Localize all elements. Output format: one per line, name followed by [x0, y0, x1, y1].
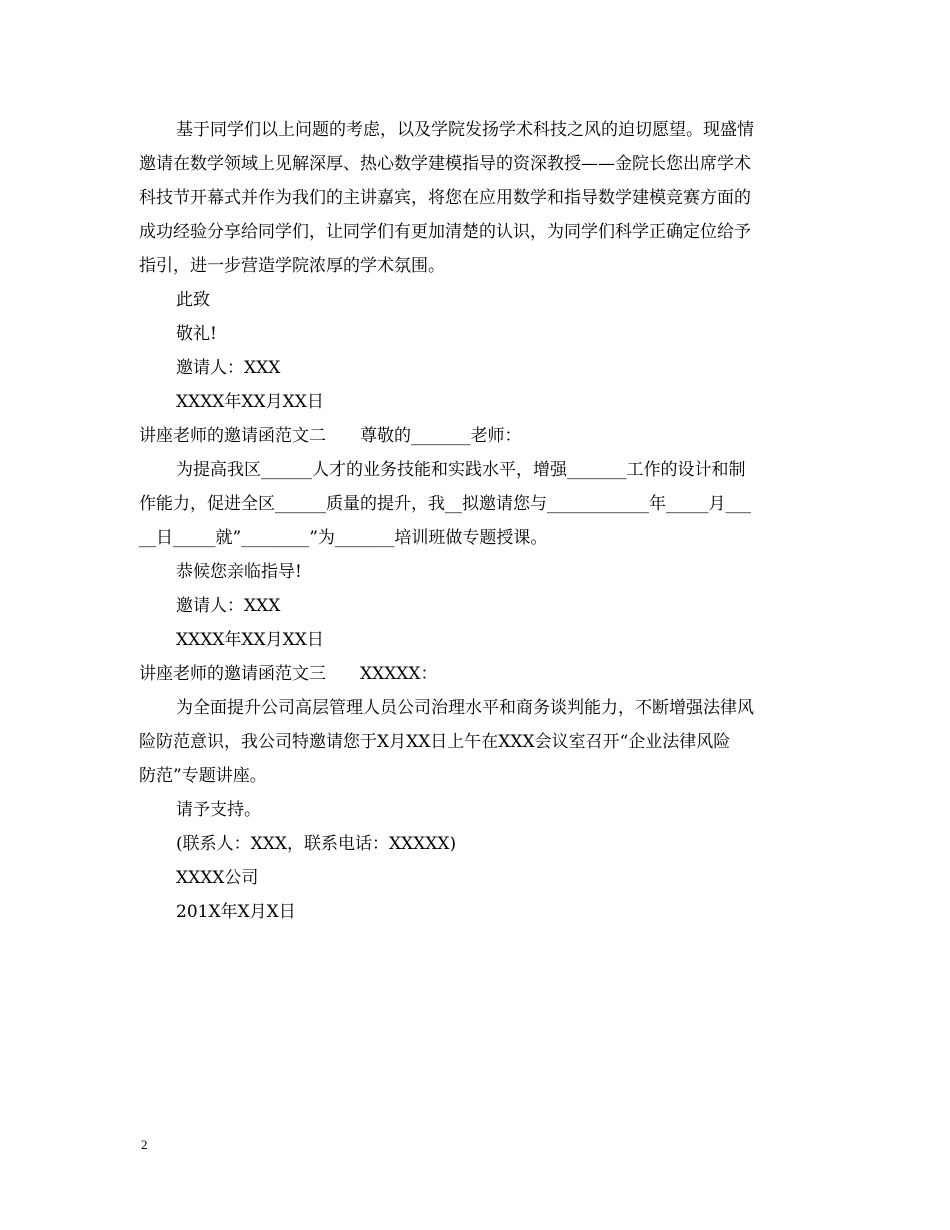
inviter-line: 邀请人：XXX [176, 596, 281, 616]
paragraph-line: 科技节开幕式并作为我们的主讲嘉宾，将您在应用数学和指导数学建模竞赛方面的 [139, 188, 751, 208]
page-number: 2 [141, 1137, 148, 1152]
section-heading: 讲座老师的邀请函范文二 尊敬的_______老师： [139, 426, 522, 446]
section-heading: 讲座老师的邀请函范文三 XXXXX： [139, 664, 438, 684]
paragraph-line: 作能力，促进全区______质量的提升，我__拟邀请您与____________年_____月___ [139, 494, 751, 514]
paragraph-line: 成功经验分享给同学们，让同学们有更加清楚的认识，为同学们科学正确定位给予 [139, 222, 751, 242]
inviter-line: 邀请人：XXX [176, 358, 281, 378]
closing-line: 恭候您亲临指导! [176, 562, 302, 582]
paragraph-line: 为提高我区______人才的业务技能和实践水平，增强_______工作的设计和制 [176, 460, 746, 480]
paragraph-line: 为全面提升公司高层管理人员公司治理水平和商务谈判能力，不断增强法律风 [176, 698, 754, 718]
closing-line: 请予支持。 [176, 800, 261, 820]
company-line: XXXX公司 [176, 868, 259, 888]
paragraph-line: 指引，进一步营造学院浓厚的学术氛围。 [139, 256, 445, 276]
date-line: XXXX年XX月XX日 [176, 630, 324, 650]
date-line: XXXX年XX月XX日 [176, 392, 324, 412]
contact-line: (联系人：XXX，联系电话：XXXXX) [176, 834, 457, 854]
paragraph-line: __日_____就”________”为_______培训班做专题授课。 [139, 528, 548, 548]
paragraph-line: 防范”专题讲座。 [139, 766, 267, 786]
closing-line: 敬礼! [176, 324, 217, 344]
closing-line: 此致 [176, 290, 210, 310]
paragraph-line: 险防范意识，我公司特邀请您于X月XX日上午在XXX会议室召开“企业法律风险 [139, 732, 731, 752]
date-line: 201X年X月X日 [176, 902, 296, 922]
paragraph-line: 邀请在数学领域上见解深厚、热心数学建模指导的资深教授——金院长您出席学术 [139, 154, 751, 174]
paragraph-line: 基于同学们以上问题的考虑，以及学院发扬学术科技之风的迫切愿望。现盛情 [176, 120, 754, 140]
